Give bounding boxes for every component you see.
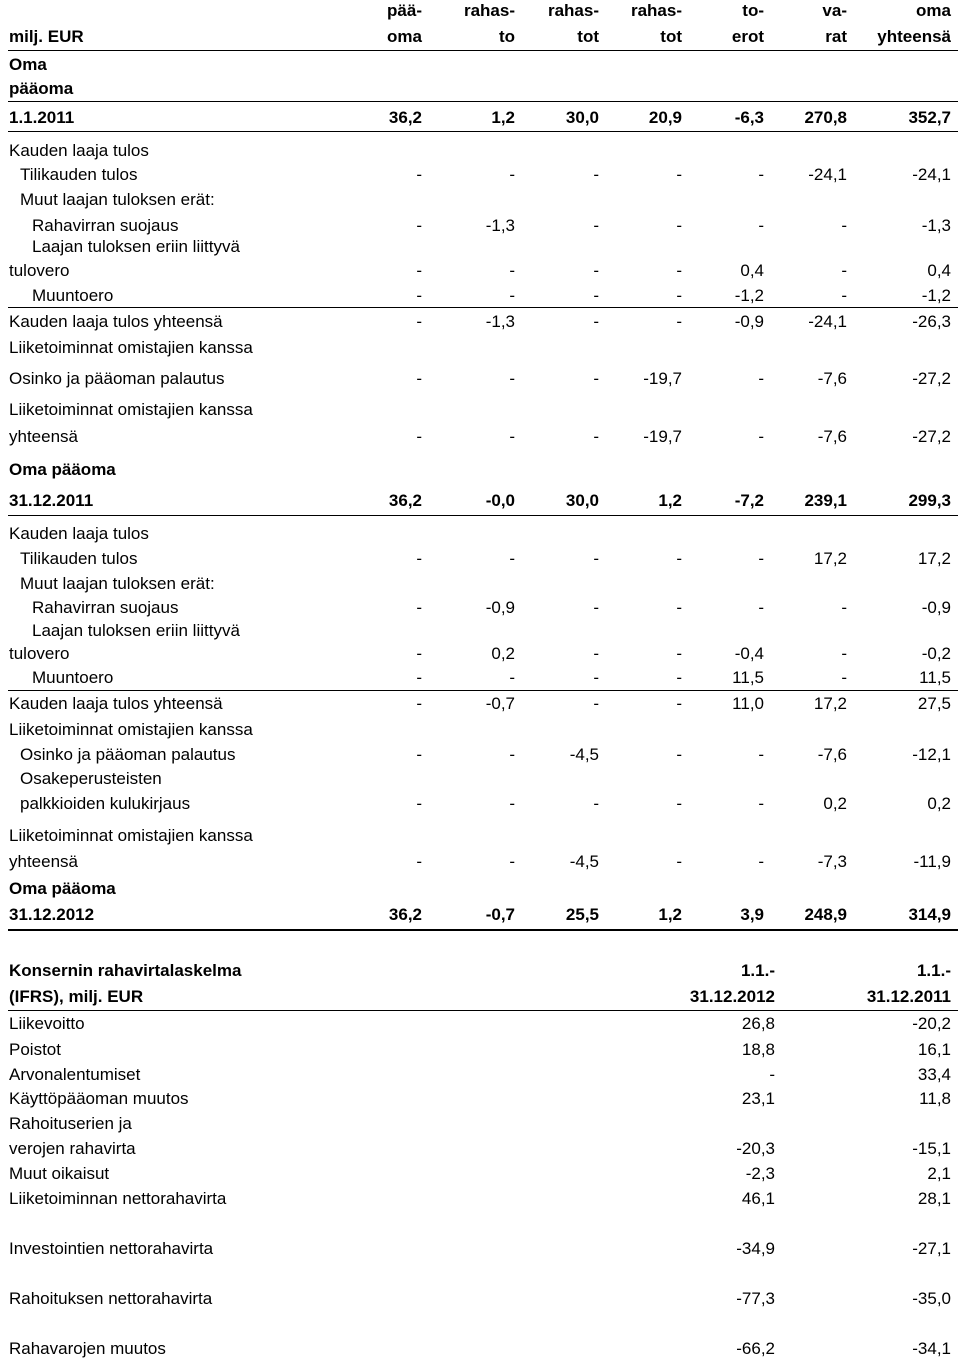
cell-value: - [416, 549, 422, 568]
cell-value: -1,3 [921, 216, 951, 235]
cell-value: - [676, 598, 682, 617]
row-label: tulovero [9, 644, 70, 663]
value-2012: -2,3 [745, 1164, 775, 1183]
row-label: Liiketoiminnat omistajien kanssa [9, 338, 253, 357]
cell-value: 299,3 [908, 491, 951, 510]
row-label: 1.1.2011 [9, 108, 75, 127]
cell-value: 270,8 [804, 108, 847, 127]
equity-header-row [0, 0, 960, 22]
cell-value: -27,2 [912, 369, 951, 388]
table-row [0, 744, 960, 766]
cell-value: - [676, 549, 682, 568]
cell-value: 25,5 [565, 905, 599, 924]
cell-value: -4,5 [569, 852, 599, 871]
cell-value: -7,6 [817, 745, 847, 764]
column-header: va- [822, 1, 847, 20]
row-label: Kauden laaja tulos [9, 141, 149, 160]
cell-value: - [593, 427, 599, 446]
cell-value: - [416, 598, 422, 617]
cell-value: - [509, 745, 515, 764]
row-label: Arvonalentumiset [9, 1065, 141, 1084]
cell-value: -24,1 [912, 165, 951, 184]
column-header: rat [825, 27, 847, 46]
cell-value: -26,3 [912, 312, 951, 331]
cell-value: 27,5 [917, 694, 951, 713]
cell-value: - [758, 216, 764, 235]
cell-value: -7,6 [817, 427, 847, 446]
table-row [0, 523, 960, 545]
table-row [0, 768, 960, 790]
cell-value: 248,9 [804, 905, 847, 924]
column-header: pää- [387, 1, 422, 20]
value-2011: -15,1 [912, 1139, 951, 1158]
cell-value: - [758, 852, 764, 871]
cashflow-row [0, 1338, 960, 1360]
cell-value: 0,4 [740, 261, 764, 280]
cell-value: -27,2 [912, 427, 951, 446]
row-label: 31.12.2011 [9, 491, 94, 510]
row-label: Kauden laaja tulos yhteensä [9, 312, 223, 331]
row-label: Laajan tuloksen eriin liittyvä [32, 237, 240, 256]
cell-value: - [758, 549, 764, 568]
cell-value: - [509, 427, 515, 446]
cell-value: - [593, 794, 599, 813]
cell-value: - [676, 794, 682, 813]
cashflow-row [0, 1138, 960, 1160]
row-label: Oma [9, 55, 47, 74]
cell-value: 36,2 [388, 491, 422, 510]
row-label: Kauden laaja tulos yhteensä [9, 694, 223, 713]
row-label: Liiketoiminnat omistajien kanssa [9, 720, 253, 739]
row-rule [8, 131, 958, 132]
cell-value: - [509, 549, 515, 568]
cell-value: - [593, 312, 599, 331]
cell-value: - [841, 668, 847, 687]
row-label: Käyttöpääoman muutos [9, 1089, 189, 1108]
value-2012: -77,3 [736, 1289, 775, 1308]
row-label: Tilikauden tulos [20, 549, 138, 568]
equity-header-row [0, 26, 960, 48]
table-row [0, 620, 960, 642]
row-rule [8, 515, 958, 516]
cell-value: 0,2 [927, 794, 951, 813]
cell-value: - [416, 694, 422, 713]
column-header: 1.1.- [740, 961, 775, 980]
value-2012: - [769, 1065, 775, 1084]
column-header: rahas- [547, 1, 599, 20]
row-label: Liiketoiminnat omistajien kanssa [9, 826, 253, 845]
cell-value: - [416, 261, 422, 280]
cell-value: 30,0 [565, 108, 599, 127]
cell-value: - [758, 794, 764, 813]
cell-value: -19,7 [643, 369, 682, 388]
table-row [0, 164, 960, 186]
cashflow-header-row [0, 986, 960, 1008]
row-label: verojen rahavirta [9, 1139, 136, 1158]
cell-value: 17,2 [917, 549, 951, 568]
cell-value: - [593, 549, 599, 568]
row-label: Kauden laaja tulos [9, 524, 149, 543]
cell-value: -1,3 [485, 312, 515, 331]
row-label: Rahoituserien ja [9, 1114, 132, 1133]
cell-value: 1,2 [491, 108, 515, 127]
cell-value: -1,2 [921, 286, 951, 305]
cell-value: - [676, 165, 682, 184]
cell-value: -0,7 [485, 905, 515, 924]
value-2012: 23,1 [741, 1089, 775, 1108]
table-row [0, 597, 960, 619]
cell-value: -24,1 [808, 312, 847, 331]
cell-value: - [676, 668, 682, 687]
row-label: yhteensä [9, 427, 78, 446]
cell-value: - [593, 286, 599, 305]
row-label: Rahavarojen muutos [9, 1339, 166, 1358]
table-row [0, 426, 960, 448]
row-label: Muut laajan tuloksen erät: [20, 190, 215, 209]
cell-value: - [841, 644, 847, 663]
table-row [0, 643, 960, 665]
cashflow-row [0, 1013, 960, 1035]
cell-value: -11,9 [913, 852, 951, 871]
cell-value: - [758, 369, 764, 388]
row-label: 31.12.2012 [9, 905, 95, 924]
row-label: Muut oikaisut [9, 1164, 110, 1183]
row-label: Oma pääoma [9, 879, 116, 898]
cell-value: - [509, 852, 515, 871]
row-label: Osinko ja pääoman palautus [20, 745, 236, 764]
value-2011: 16,1 [917, 1040, 951, 1059]
cell-value: - [676, 644, 682, 663]
cell-value: - [676, 216, 682, 235]
cell-value: - [416, 369, 422, 388]
cell-value: -7,6 [817, 369, 847, 388]
value-2011: 33,4 [917, 1065, 951, 1084]
table-row [0, 793, 960, 815]
cashflow-row [0, 1064, 960, 1086]
column-header: tot [577, 27, 599, 46]
row-label: Poistot [9, 1040, 61, 1059]
table-row [0, 693, 960, 715]
cell-value: - [416, 794, 422, 813]
value-2011: -20,2 [912, 1014, 951, 1033]
cell-value: - [841, 598, 847, 617]
cell-value: -24,1 [808, 165, 847, 184]
row-label: tulovero [9, 261, 70, 280]
table-row [0, 719, 960, 741]
cell-value: 1,2 [658, 905, 682, 924]
cell-value: 17,2 [813, 694, 847, 713]
cashflow-row [0, 1288, 960, 1310]
cashflow-row [0, 1113, 960, 1135]
table-row [0, 140, 960, 162]
table-row [0, 78, 960, 100]
row-label: Oma pääoma [9, 460, 116, 479]
cashflow-row [0, 1088, 960, 1110]
column-header: 31.12.2012 [689, 987, 775, 1006]
table-row [0, 878, 960, 900]
cell-value: - [416, 745, 422, 764]
column-header: tot [660, 27, 682, 46]
cell-value: -0,4 [734, 644, 764, 663]
column-header: 1.1.- [916, 961, 951, 980]
table-row [0, 54, 960, 76]
cell-value: - [758, 165, 764, 184]
cell-value: - [593, 261, 599, 280]
table-row [0, 189, 960, 211]
row-label: Liikevoitto [9, 1014, 85, 1033]
table-row [0, 107, 960, 129]
cell-value: 30,0 [565, 491, 599, 510]
value-2012: 46,1 [741, 1189, 775, 1208]
value-2011: 11,8 [919, 1089, 951, 1108]
cell-value: - [593, 216, 599, 235]
cell-value: - [509, 794, 515, 813]
cell-value: - [841, 286, 847, 305]
column-header: erot [731, 27, 764, 46]
cell-value: -7,3 [817, 852, 847, 871]
cell-value: -0,7 [485, 694, 515, 713]
value-2011: -35,0 [912, 1289, 951, 1308]
cell-value: 0,4 [927, 261, 951, 280]
cell-value: - [593, 694, 599, 713]
cell-value: - [676, 694, 682, 713]
cell-value: - [676, 261, 682, 280]
cell-value: - [416, 852, 422, 871]
cell-value: - [416, 216, 422, 235]
cashflow-row [0, 1238, 960, 1260]
cell-value: - [676, 852, 682, 871]
row-label: Muuntoero [32, 668, 114, 687]
column-header: to [498, 27, 515, 46]
table-row [0, 490, 960, 512]
row-label: palkkioiden kulukirjaus [20, 794, 191, 813]
row-label: Osinko ja pääoman palautus [9, 369, 225, 388]
cell-value: - [416, 165, 422, 184]
cell-value: - [676, 286, 682, 305]
cell-value: - [593, 165, 599, 184]
row-label: Liiketoiminnan nettorahavirta [9, 1189, 227, 1208]
cell-value: 11,5 [919, 668, 951, 687]
cell-value: -0,9 [734, 312, 764, 331]
value-2011: 2,1 [927, 1164, 951, 1183]
cell-value: -0,2 [921, 644, 951, 663]
table-row [0, 368, 960, 390]
row-label: Rahavirran suojaus [32, 216, 179, 235]
cell-value: -0,0 [485, 491, 515, 510]
cell-value: 3,9 [740, 905, 764, 924]
cashflow-row [0, 1163, 960, 1185]
column-header: rahas- [630, 1, 682, 20]
cell-value: - [841, 261, 847, 280]
cell-value: 36,2 [388, 108, 422, 127]
cell-value: - [758, 427, 764, 446]
cell-value: - [593, 644, 599, 663]
table-row [0, 399, 960, 421]
cell-value: - [416, 427, 422, 446]
table-row [0, 573, 960, 595]
row-label: Tilikauden tulos [20, 165, 138, 184]
row-rule [8, 690, 958, 691]
cell-value: -0,9 [485, 598, 515, 617]
cell-value: - [841, 216, 847, 235]
column-header: to- [742, 1, 764, 20]
cell-value: - [416, 286, 422, 305]
cashflow-header-rule [8, 1010, 958, 1011]
cell-value: - [676, 312, 682, 331]
cell-value: 352,7 [908, 108, 951, 127]
table-row [0, 459, 960, 481]
header-rule [8, 50, 958, 51]
table-row [0, 215, 960, 237]
cell-value: 1,2 [658, 491, 682, 510]
cell-value: - [593, 668, 599, 687]
cell-value: - [676, 745, 682, 764]
row-label: Rahavirran suojaus [32, 598, 179, 617]
cell-value: 0,2 [491, 644, 515, 663]
cell-value: -19,7 [643, 427, 682, 446]
table-row [0, 311, 960, 333]
cell-value: 11,5 [732, 668, 764, 687]
column-header: yhteensä [877, 27, 951, 46]
column-header: oma [916, 1, 951, 20]
cell-value: -4,5 [569, 745, 599, 764]
row-rule [8, 101, 958, 102]
cell-value: -6,3 [734, 108, 764, 127]
cell-value: 36,2 [388, 905, 422, 924]
table-row [0, 285, 960, 307]
cell-value: 11,0 [732, 694, 764, 713]
value-2012: -20,3 [736, 1139, 775, 1158]
table-row [0, 548, 960, 570]
table-row [0, 904, 960, 926]
value-2012: 26,8 [741, 1014, 775, 1033]
row-label: Investointien nettorahavirta [9, 1239, 214, 1258]
cell-value: - [593, 598, 599, 617]
table-row [0, 236, 960, 258]
column-header: 31.12.2011 [866, 987, 951, 1006]
cell-value: - [509, 668, 515, 687]
row-rule [8, 929, 958, 931]
table-row [0, 825, 960, 847]
row-label: Laajan tuloksen eriin liittyvä [32, 621, 240, 640]
cell-value: -7,2 [734, 491, 764, 510]
cashflow-row [0, 1188, 960, 1210]
cell-value: 314,9 [908, 905, 951, 924]
cell-value: - [758, 745, 764, 764]
cell-value: 239,1 [804, 491, 847, 510]
cell-value: - [509, 165, 515, 184]
value-2012: -66,2 [736, 1339, 775, 1358]
cell-value: - [416, 312, 422, 331]
row-label: pääoma [9, 79, 74, 98]
table-row [0, 667, 960, 689]
value-2011: -27,1 [912, 1239, 951, 1258]
column-header: rahas- [463, 1, 515, 20]
unit-label: milj. EUR [9, 27, 84, 46]
value-2012: 18,8 [741, 1040, 775, 1059]
cell-value: - [416, 644, 422, 663]
cell-value: - [416, 668, 422, 687]
table-row [0, 337, 960, 359]
row-label: Rahoituksen nettorahavirta [9, 1289, 213, 1308]
cell-value: 17,2 [813, 549, 847, 568]
cell-value: -0,9 [921, 598, 951, 617]
row-label: Muuntoero [32, 286, 114, 305]
cell-value: 20,9 [648, 108, 682, 127]
cell-value: - [509, 286, 515, 305]
row-label: Liiketoiminnat omistajien kanssa [9, 400, 253, 419]
cashflow-title: Konsernin rahavirtalaskelma [9, 961, 242, 980]
cell-value: 0,2 [823, 794, 847, 813]
row-label: yhteensä [9, 852, 78, 871]
value-2012: -34,9 [736, 1239, 775, 1258]
row-rule [8, 307, 958, 308]
column-header: oma [387, 27, 422, 46]
row-label: Muut laajan tuloksen erät: [20, 574, 215, 593]
cashflow-title: (IFRS), milj. EUR [9, 987, 144, 1006]
cashflow-header-row [0, 960, 960, 982]
value-2011: -34,1 [912, 1339, 951, 1358]
cell-value: - [593, 369, 599, 388]
cell-value: -1,2 [734, 286, 764, 305]
cell-value: -12,1 [912, 745, 951, 764]
value-2011: 28,1 [917, 1189, 951, 1208]
row-label: Osakeperusteisten [20, 769, 162, 788]
cell-value: - [509, 369, 515, 388]
table-row [0, 260, 960, 282]
cell-value: - [509, 261, 515, 280]
cell-value: -1,3 [485, 216, 515, 235]
cashflow-row [0, 1039, 960, 1061]
cell-value: - [758, 598, 764, 617]
table-row [0, 851, 960, 873]
